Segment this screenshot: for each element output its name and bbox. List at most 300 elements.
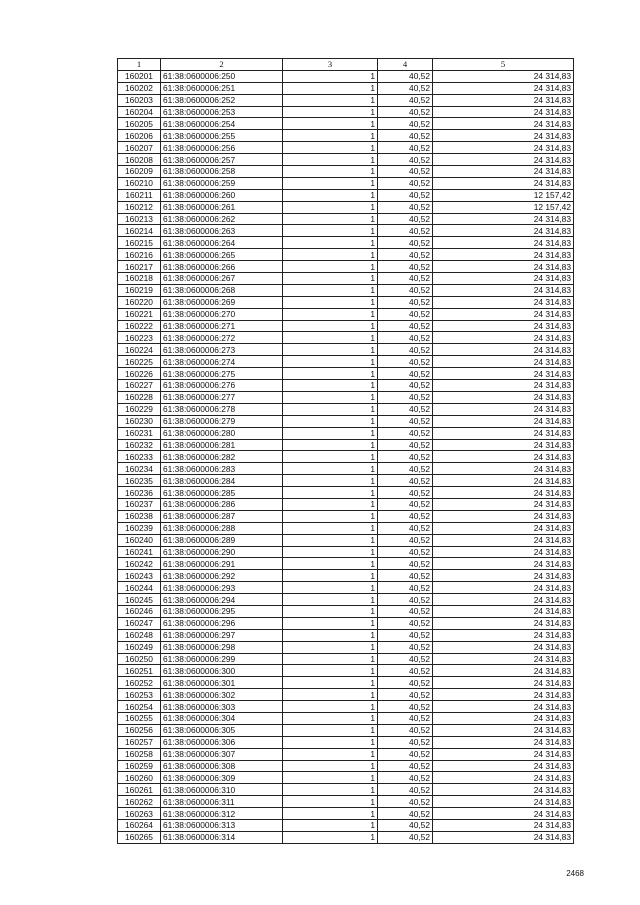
value-cell: 24 314,83	[433, 451, 574, 463]
value-cell: 24 314,83	[433, 308, 574, 320]
count-cell: 1	[283, 522, 378, 534]
cadastral-number-cell: 61:38:0600006:270	[161, 308, 283, 320]
area-cell: 40,52	[378, 320, 433, 332]
table-row	[118, 748, 574, 760]
value-cell: 24 314,83	[433, 142, 574, 154]
value-cell: 24 314,83	[433, 177, 574, 189]
row-number-cell: 160221	[118, 308, 161, 320]
table-row	[118, 546, 574, 558]
area-cell: 40,52	[378, 558, 433, 570]
cadastral-number-cell: 61:38:0600006:307	[161, 748, 283, 760]
table-row	[118, 701, 574, 713]
column-header-3: 3	[283, 59, 378, 71]
cadastral-number-cell: 61:38:0600006:313	[161, 820, 283, 832]
value-cell: 12 157,42	[433, 201, 574, 213]
cadastral-number-cell: 61:38:0600006:267	[161, 273, 283, 285]
table-row	[118, 831, 574, 843]
table-row	[118, 510, 574, 522]
row-number-cell: 160257	[118, 736, 161, 748]
area-cell: 40,52	[378, 831, 433, 843]
count-cell: 1	[283, 189, 378, 201]
count-cell: 1	[283, 772, 378, 784]
value-cell: 24 314,83	[433, 796, 574, 808]
count-cell: 1	[283, 475, 378, 487]
area-cell: 40,52	[378, 166, 433, 178]
count-cell: 1	[283, 712, 378, 724]
cadastral-number-cell: 61:38:0600006:264	[161, 237, 283, 249]
count-cell: 1	[283, 142, 378, 154]
table-row	[118, 106, 574, 118]
row-number-cell: 160214	[118, 225, 161, 237]
area-cell: 40,52	[378, 94, 433, 106]
cadastral-number-cell: 61:38:0600006:303	[161, 701, 283, 713]
cadastral-number-cell: 61:38:0600006:294	[161, 594, 283, 606]
row-number-cell: 160210	[118, 177, 161, 189]
area-cell: 40,52	[378, 130, 433, 142]
count-cell: 1	[283, 106, 378, 118]
row-number-cell: 160243	[118, 570, 161, 582]
cadastral-number-cell: 61:38:0600006:261	[161, 201, 283, 213]
data-table	[117, 58, 574, 844]
value-cell: 24 314,83	[433, 736, 574, 748]
area-cell: 40,52	[378, 249, 433, 261]
value-cell: 24 314,83	[433, 808, 574, 820]
value-cell: 24 314,83	[433, 273, 574, 285]
count-cell: 1	[283, 641, 378, 653]
count-cell: 1	[283, 760, 378, 772]
cadastral-number-cell: 61:38:0600006:292	[161, 570, 283, 582]
row-number-cell: 160249	[118, 641, 161, 653]
table-header	[118, 59, 574, 71]
area-cell: 40,52	[378, 760, 433, 772]
table-row	[118, 498, 574, 510]
cadastral-number-cell: 61:38:0600006:253	[161, 106, 283, 118]
cadastral-number-cell: 61:38:0600006:290	[161, 546, 283, 558]
row-number-cell: 160201	[118, 70, 161, 82]
area-cell: 40,52	[378, 724, 433, 736]
cadastral-number-cell: 61:38:0600006:298	[161, 641, 283, 653]
row-number-cell: 160229	[118, 403, 161, 415]
area-cell: 40,52	[378, 808, 433, 820]
count-cell: 1	[283, 784, 378, 796]
value-cell: 24 314,83	[433, 154, 574, 166]
row-number-cell: 160244	[118, 582, 161, 594]
row-number-cell: 160248	[118, 629, 161, 641]
count-cell: 1	[283, 594, 378, 606]
table-row	[118, 617, 574, 629]
page-number: 2468	[566, 869, 584, 878]
cadastral-number-cell: 61:38:0600006:272	[161, 332, 283, 344]
value-cell: 24 314,83	[433, 94, 574, 106]
table-body	[118, 70, 574, 843]
table-row	[118, 142, 574, 154]
value-cell: 24 314,83	[433, 546, 574, 558]
count-cell: 1	[283, 677, 378, 689]
row-number-cell: 160242	[118, 558, 161, 570]
area-cell: 40,52	[378, 189, 433, 201]
count-cell: 1	[283, 391, 378, 403]
area-cell: 40,52	[378, 582, 433, 594]
column-header-2: 2	[161, 59, 283, 71]
area-cell: 40,52	[378, 534, 433, 546]
value-cell: 24 314,83	[433, 653, 574, 665]
area-cell: 40,52	[378, 748, 433, 760]
table-row	[118, 475, 574, 487]
count-cell: 1	[283, 534, 378, 546]
row-number-cell: 160213	[118, 213, 161, 225]
value-cell: 24 314,83	[433, 391, 574, 403]
row-number-cell: 160238	[118, 510, 161, 522]
count-cell: 1	[283, 605, 378, 617]
cadastral-number-cell: 61:38:0600006:273	[161, 344, 283, 356]
table-row	[118, 130, 574, 142]
table-row	[118, 368, 574, 380]
value-cell: 24 314,83	[433, 296, 574, 308]
row-number-cell: 160212	[118, 201, 161, 213]
table-row	[118, 320, 574, 332]
cadastral-number-cell: 61:38:0600006:308	[161, 760, 283, 772]
cadastral-number-cell: 61:38:0600006:268	[161, 284, 283, 296]
area-cell: 40,52	[378, 415, 433, 427]
cadastral-number-cell: 61:38:0600006:259	[161, 177, 283, 189]
count-cell: 1	[283, 427, 378, 439]
row-number-cell: 160217	[118, 261, 161, 273]
column-header-5: 5	[433, 59, 574, 71]
row-number-cell: 160202	[118, 82, 161, 94]
count-cell: 1	[283, 570, 378, 582]
value-cell: 24 314,83	[433, 284, 574, 296]
row-number-cell: 160231	[118, 427, 161, 439]
row-number-cell: 160222	[118, 320, 161, 332]
table-row	[118, 796, 574, 808]
row-number-cell: 160234	[118, 463, 161, 475]
area-cell: 40,52	[378, 403, 433, 415]
cadastral-number-cell: 61:38:0600006:295	[161, 605, 283, 617]
table-row	[118, 605, 574, 617]
area-cell: 40,52	[378, 118, 433, 130]
row-number-cell: 160256	[118, 724, 161, 736]
count-cell: 1	[283, 356, 378, 368]
area-cell: 40,52	[378, 736, 433, 748]
value-cell: 24 314,83	[433, 427, 574, 439]
value-cell: 24 314,83	[433, 70, 574, 82]
value-cell: 24 314,83	[433, 344, 574, 356]
area-cell: 40,52	[378, 154, 433, 166]
cadastral-number-cell: 61:38:0600006:293	[161, 582, 283, 594]
count-cell: 1	[283, 166, 378, 178]
row-number-cell: 160251	[118, 665, 161, 677]
table-row	[118, 154, 574, 166]
table-row	[118, 261, 574, 273]
area-cell: 40,52	[378, 201, 433, 213]
value-cell: 24 314,83	[433, 415, 574, 427]
row-number-cell: 160247	[118, 617, 161, 629]
table-row	[118, 760, 574, 772]
row-number-cell: 160224	[118, 344, 161, 356]
cadastral-number-cell: 61:38:0600006:262	[161, 213, 283, 225]
count-cell: 1	[283, 320, 378, 332]
area-cell: 40,52	[378, 439, 433, 451]
count-cell: 1	[283, 154, 378, 166]
row-number-cell: 160225	[118, 356, 161, 368]
count-cell: 1	[283, 689, 378, 701]
cadastral-number-cell: 61:38:0600006:291	[161, 558, 283, 570]
count-cell: 1	[283, 296, 378, 308]
cadastral-number-cell: 61:38:0600006:312	[161, 808, 283, 820]
value-cell: 24 314,83	[433, 784, 574, 796]
cadastral-number-cell: 61:38:0600006:263	[161, 225, 283, 237]
count-cell: 1	[283, 558, 378, 570]
area-cell: 40,52	[378, 82, 433, 94]
area-cell: 40,52	[378, 546, 433, 558]
area-cell: 40,52	[378, 70, 433, 82]
value-cell: 24 314,83	[433, 677, 574, 689]
row-number-cell: 160208	[118, 154, 161, 166]
count-cell: 1	[283, 724, 378, 736]
cadastral-number-cell: 61:38:0600006:311	[161, 796, 283, 808]
table-row	[118, 332, 574, 344]
value-cell: 24 314,83	[433, 772, 574, 784]
area-cell: 40,52	[378, 261, 433, 273]
row-number-cell: 160219	[118, 284, 161, 296]
count-cell: 1	[283, 463, 378, 475]
table-row	[118, 570, 574, 582]
cadastral-number-cell: 61:38:0600006:285	[161, 487, 283, 499]
count-cell: 1	[283, 308, 378, 320]
area-cell: 40,52	[378, 451, 433, 463]
cadastral-number-cell: 61:38:0600006:254	[161, 118, 283, 130]
row-number-cell: 160236	[118, 487, 161, 499]
value-cell: 24 314,83	[433, 724, 574, 736]
area-cell: 40,52	[378, 106, 433, 118]
value-cell: 24 314,83	[433, 760, 574, 772]
row-number-cell: 160232	[118, 439, 161, 451]
table-row	[118, 94, 574, 106]
row-number-cell: 160230	[118, 415, 161, 427]
value-cell: 24 314,83	[433, 237, 574, 249]
table-row	[118, 391, 574, 403]
table-row	[118, 689, 574, 701]
area-cell: 40,52	[378, 689, 433, 701]
row-number-cell: 160205	[118, 118, 161, 130]
value-cell: 24 314,83	[433, 487, 574, 499]
value-cell: 24 314,83	[433, 82, 574, 94]
area-cell: 40,52	[378, 617, 433, 629]
count-cell: 1	[283, 653, 378, 665]
area-cell: 40,52	[378, 177, 433, 189]
column-header-4: 4	[378, 59, 433, 71]
count-cell: 1	[283, 213, 378, 225]
cadastral-number-cell: 61:38:0600006:274	[161, 356, 283, 368]
area-cell: 40,52	[378, 332, 433, 344]
area-cell: 40,52	[378, 796, 433, 808]
count-cell: 1	[283, 261, 378, 273]
table-row	[118, 166, 574, 178]
cadastral-number-cell: 61:38:0600006:257	[161, 154, 283, 166]
row-number-cell: 160261	[118, 784, 161, 796]
count-cell: 1	[283, 629, 378, 641]
row-number-cell: 160209	[118, 166, 161, 178]
area-cell: 40,52	[378, 463, 433, 475]
area-cell: 40,52	[378, 296, 433, 308]
area-cell: 40,52	[378, 665, 433, 677]
count-cell: 1	[283, 332, 378, 344]
table-row	[118, 380, 574, 392]
area-cell: 40,52	[378, 308, 433, 320]
count-cell: 1	[283, 368, 378, 380]
cadastral-number-cell: 61:38:0600006:255	[161, 130, 283, 142]
area-cell: 40,52	[378, 701, 433, 713]
row-number-cell: 160258	[118, 748, 161, 760]
row-number-cell: 160227	[118, 380, 161, 392]
cadastral-number-cell: 61:38:0600006:256	[161, 142, 283, 154]
value-cell: 24 314,83	[433, 368, 574, 380]
value-cell: 24 314,83	[433, 225, 574, 237]
value-cell: 24 314,83	[433, 106, 574, 118]
cadastral-number-cell: 61:38:0600006:269	[161, 296, 283, 308]
count-cell: 1	[283, 546, 378, 558]
value-cell: 24 314,83	[433, 594, 574, 606]
area-cell: 40,52	[378, 391, 433, 403]
count-cell: 1	[283, 237, 378, 249]
table-row	[118, 213, 574, 225]
cadastral-number-cell: 61:38:0600006:306	[161, 736, 283, 748]
table-row	[118, 427, 574, 439]
count-cell: 1	[283, 70, 378, 82]
table-row	[118, 356, 574, 368]
cadastral-number-cell: 61:38:0600006:289	[161, 534, 283, 546]
cadastral-number-cell: 61:38:0600006:287	[161, 510, 283, 522]
value-cell: 24 314,83	[433, 582, 574, 594]
table-row	[118, 451, 574, 463]
value-cell: 24 314,83	[433, 213, 574, 225]
row-number-cell: 160215	[118, 237, 161, 249]
value-cell: 24 314,83	[433, 831, 574, 843]
row-number-cell: 160253	[118, 689, 161, 701]
count-cell: 1	[283, 380, 378, 392]
cadastral-number-cell: 61:38:0600006:266	[161, 261, 283, 273]
count-cell: 1	[283, 94, 378, 106]
area-cell: 40,52	[378, 522, 433, 534]
count-cell: 1	[283, 177, 378, 189]
value-cell: 24 314,83	[433, 130, 574, 142]
row-number-cell: 160263	[118, 808, 161, 820]
value-cell: 24 314,83	[433, 249, 574, 261]
area-cell: 40,52	[378, 784, 433, 796]
value-cell: 24 314,83	[433, 356, 574, 368]
cadastral-number-cell: 61:38:0600006:271	[161, 320, 283, 332]
area-cell: 40,52	[378, 380, 433, 392]
count-cell: 1	[283, 201, 378, 213]
value-cell: 24 314,83	[433, 689, 574, 701]
area-cell: 40,52	[378, 213, 433, 225]
cadastral-number-cell: 61:38:0600006:284	[161, 475, 283, 487]
row-number-cell: 160260	[118, 772, 161, 784]
count-cell: 1	[283, 130, 378, 142]
count-cell: 1	[283, 439, 378, 451]
cadastral-number-cell: 61:38:0600006:301	[161, 677, 283, 689]
count-cell: 1	[283, 582, 378, 594]
area-cell: 40,52	[378, 820, 433, 832]
area-cell: 40,52	[378, 641, 433, 653]
area-cell: 40,52	[378, 629, 433, 641]
value-cell: 24 314,83	[433, 605, 574, 617]
row-number-cell: 160254	[118, 701, 161, 713]
area-cell: 40,52	[378, 487, 433, 499]
value-cell: 24 314,83	[433, 510, 574, 522]
area-cell: 40,52	[378, 273, 433, 285]
area-cell: 40,52	[378, 570, 433, 582]
cadastral-number-cell: 61:38:0600006:277	[161, 391, 283, 403]
table-row	[118, 439, 574, 451]
cadastral-number-cell: 61:38:0600006:275	[161, 368, 283, 380]
cadastral-number-cell: 61:38:0600006:305	[161, 724, 283, 736]
row-number-cell: 160211	[118, 189, 161, 201]
value-cell: 24 314,83	[433, 629, 574, 641]
count-cell: 1	[283, 403, 378, 415]
area-cell: 40,52	[378, 475, 433, 487]
value-cell: 12 157,42	[433, 189, 574, 201]
area-cell: 40,52	[378, 344, 433, 356]
cadastral-number-cell: 61:38:0600006:304	[161, 712, 283, 724]
area-cell: 40,52	[378, 427, 433, 439]
value-cell: 24 314,83	[433, 332, 574, 344]
value-cell: 24 314,83	[433, 498, 574, 510]
value-cell: 24 314,83	[433, 617, 574, 629]
cadastral-number-cell: 61:38:0600006:279	[161, 415, 283, 427]
row-number-cell: 160262	[118, 796, 161, 808]
cadastral-number-cell: 61:38:0600006:282	[161, 451, 283, 463]
cadastral-number-cell: 61:38:0600006:260	[161, 189, 283, 201]
cadastral-number-cell: 61:38:0600006:286	[161, 498, 283, 510]
value-cell: 24 314,83	[433, 320, 574, 332]
count-cell: 1	[283, 498, 378, 510]
table-row	[118, 225, 574, 237]
table-row	[118, 808, 574, 820]
row-number-cell: 160203	[118, 94, 161, 106]
row-number-cell: 160241	[118, 546, 161, 558]
row-number-cell: 160228	[118, 391, 161, 403]
table-row	[118, 189, 574, 201]
area-cell: 40,52	[378, 772, 433, 784]
table-row	[118, 677, 574, 689]
area-cell: 40,52	[378, 653, 433, 665]
table-row	[118, 665, 574, 677]
row-number-cell: 160245	[118, 594, 161, 606]
count-cell: 1	[283, 820, 378, 832]
count-cell: 1	[283, 510, 378, 522]
table-row	[118, 594, 574, 606]
header-row	[118, 59, 574, 71]
table-row	[118, 237, 574, 249]
cadastral-number-cell: 61:38:0600006:281	[161, 439, 283, 451]
area-cell: 40,52	[378, 677, 433, 689]
cadastral-number-cell: 61:38:0600006:283	[161, 463, 283, 475]
column-header-1: 1	[118, 59, 161, 71]
table-row	[118, 118, 574, 130]
table-row	[118, 487, 574, 499]
value-cell: 24 314,83	[433, 701, 574, 713]
cadastral-number-cell: 61:38:0600006:265	[161, 249, 283, 261]
count-cell: 1	[283, 701, 378, 713]
value-cell: 24 314,83	[433, 475, 574, 487]
cadastral-number-cell: 61:38:0600006:250	[161, 70, 283, 82]
table-row	[118, 201, 574, 213]
table-row	[118, 273, 574, 285]
table-row	[118, 736, 574, 748]
area-cell: 40,52	[378, 142, 433, 154]
row-number-cell: 160259	[118, 760, 161, 772]
